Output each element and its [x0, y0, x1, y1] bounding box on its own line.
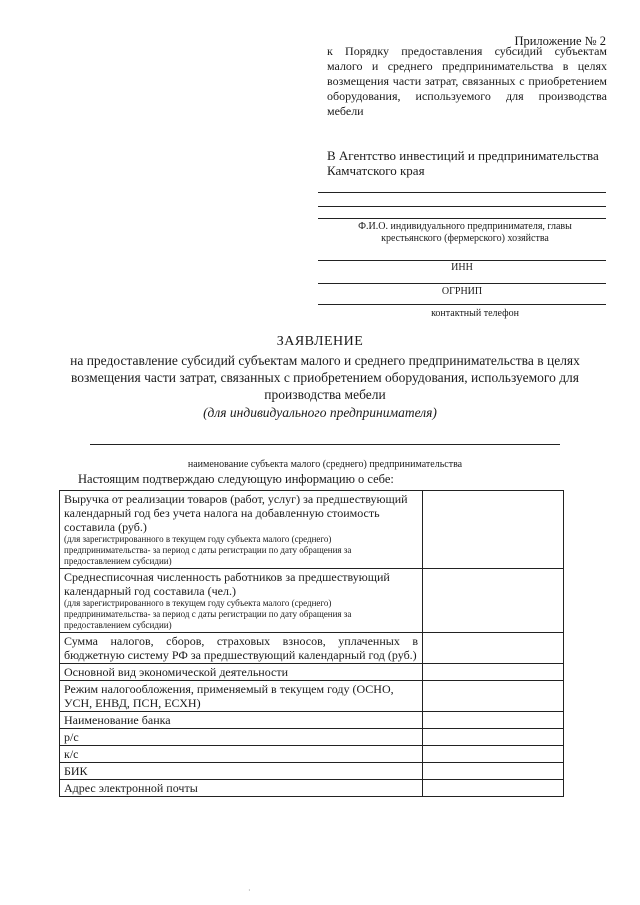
addressee-line-2 — [318, 206, 606, 207]
confirm-text: Настоящим подтверждаю следующую информацию о себе: — [78, 472, 394, 486]
phone-caption: контактный телефон — [431, 308, 519, 319]
addressee-line-1 — [318, 192, 606, 193]
row-value-cell[interactable] — [423, 746, 564, 763]
row-label — [60, 491, 423, 569]
table-row — [60, 569, 564, 633]
row-value-cell[interactable] — [423, 681, 564, 712]
table-row — [60, 780, 564, 797]
row-label: БИК — [60, 763, 423, 780]
table-row — [60, 746, 564, 763]
inn-caption: ИНН — [451, 262, 473, 273]
appendix-text: к Порядку предоставления субсидий субъектам малого и среднего предпринимательства в целях возмещения части затрат, связанных с приобретением оборудования, используемого для производства мебели — [327, 44, 607, 118]
row-value-cell[interactable] — [423, 569, 564, 633]
addressee-recipient: В Агентство инвестиций и предпринимательства Камчатского края — [327, 148, 599, 178]
row-value-cell[interactable] — [423, 780, 564, 797]
inn-line — [318, 260, 606, 261]
table-row — [60, 712, 564, 729]
row-label-text: Среднесписочная численность работников за предшествующий календарный год составила (чел.) — [64, 570, 390, 598]
appendix-title: Приложение № 2 — [514, 34, 606, 48]
table-row — [60, 729, 564, 746]
fio-line — [318, 218, 606, 219]
subject-name-line — [90, 444, 560, 445]
row-label-text: Выручка от реализации товаров (работ, услуг) за предшествующий календарный год без учета налога на добавленную стоимость составила (руб.) — [64, 492, 408, 534]
row-value-cell[interactable] — [423, 491, 564, 569]
row-label: Основной вид экономической деятельности — [60, 664, 423, 681]
info-table — [59, 490, 564, 797]
table-row — [60, 664, 564, 681]
ogrnip-line — [318, 283, 606, 284]
table-row — [60, 633, 564, 664]
row-note-text: (для зарегистрированного в текущем году субъекта малого (среднего) предпринимательства- за период с даты регистрации по дату обращения за предоставлением субсидии) — [64, 534, 352, 566]
subject-name-caption: наименование субъекта малого (среднего) предпринимательства — [187, 459, 463, 470]
document-subtitle: на предоставление субсидий субъектам малого и среднего предпринимательства в целях возмещения части затрат, связанных с приобретением оборудования, используемого для производства мебели — [70, 353, 580, 402]
row-value-cell[interactable] — [423, 729, 564, 746]
table-row — [60, 763, 564, 780]
row-value-cell[interactable] — [423, 664, 564, 681]
scan-dot: · — [248, 886, 251, 895]
row-value-cell[interactable] — [423, 633, 564, 664]
row-label: Адрес электронной почты — [60, 780, 423, 797]
table-row — [60, 491, 564, 569]
row-value-cell[interactable] — [423, 712, 564, 729]
row-label: Сумма налогов, сборов, страховых взносов, уплаченных в бюджетную систему РФ за предшествующий календарный год (руб.) — [60, 633, 423, 664]
table-row — [60, 681, 564, 712]
row-label: р/с — [60, 729, 423, 746]
row-label: к/с — [60, 746, 423, 763]
phone-line — [318, 304, 606, 305]
row-label: Наименование банка — [60, 712, 423, 729]
fio-caption: Ф.И.О. индивидуального предпринимателя, главы крестьянского (фермерского) хозяйства — [358, 221, 572, 244]
document-note: (для индивидуального предпринимателя) — [203, 405, 437, 420]
row-label: Режим налогообложения, применяемый в текущем году (ОСНО, УСН, ЕНВД, ПСН, ЕСХН) — [60, 681, 423, 712]
row-value-cell[interactable] — [423, 763, 564, 780]
row-label — [60, 569, 423, 633]
document-title: ЗАЯВЛЕНИЕ — [276, 334, 364, 349]
row-note-text: (для зарегистрированного в текущем году субъекта малого (среднего) предпринимательства- за период с даты регистрации по дату обращения за предоставлением субсидии) — [64, 598, 352, 630]
ogrnip-caption: ОГРНИП — [441, 286, 483, 297]
